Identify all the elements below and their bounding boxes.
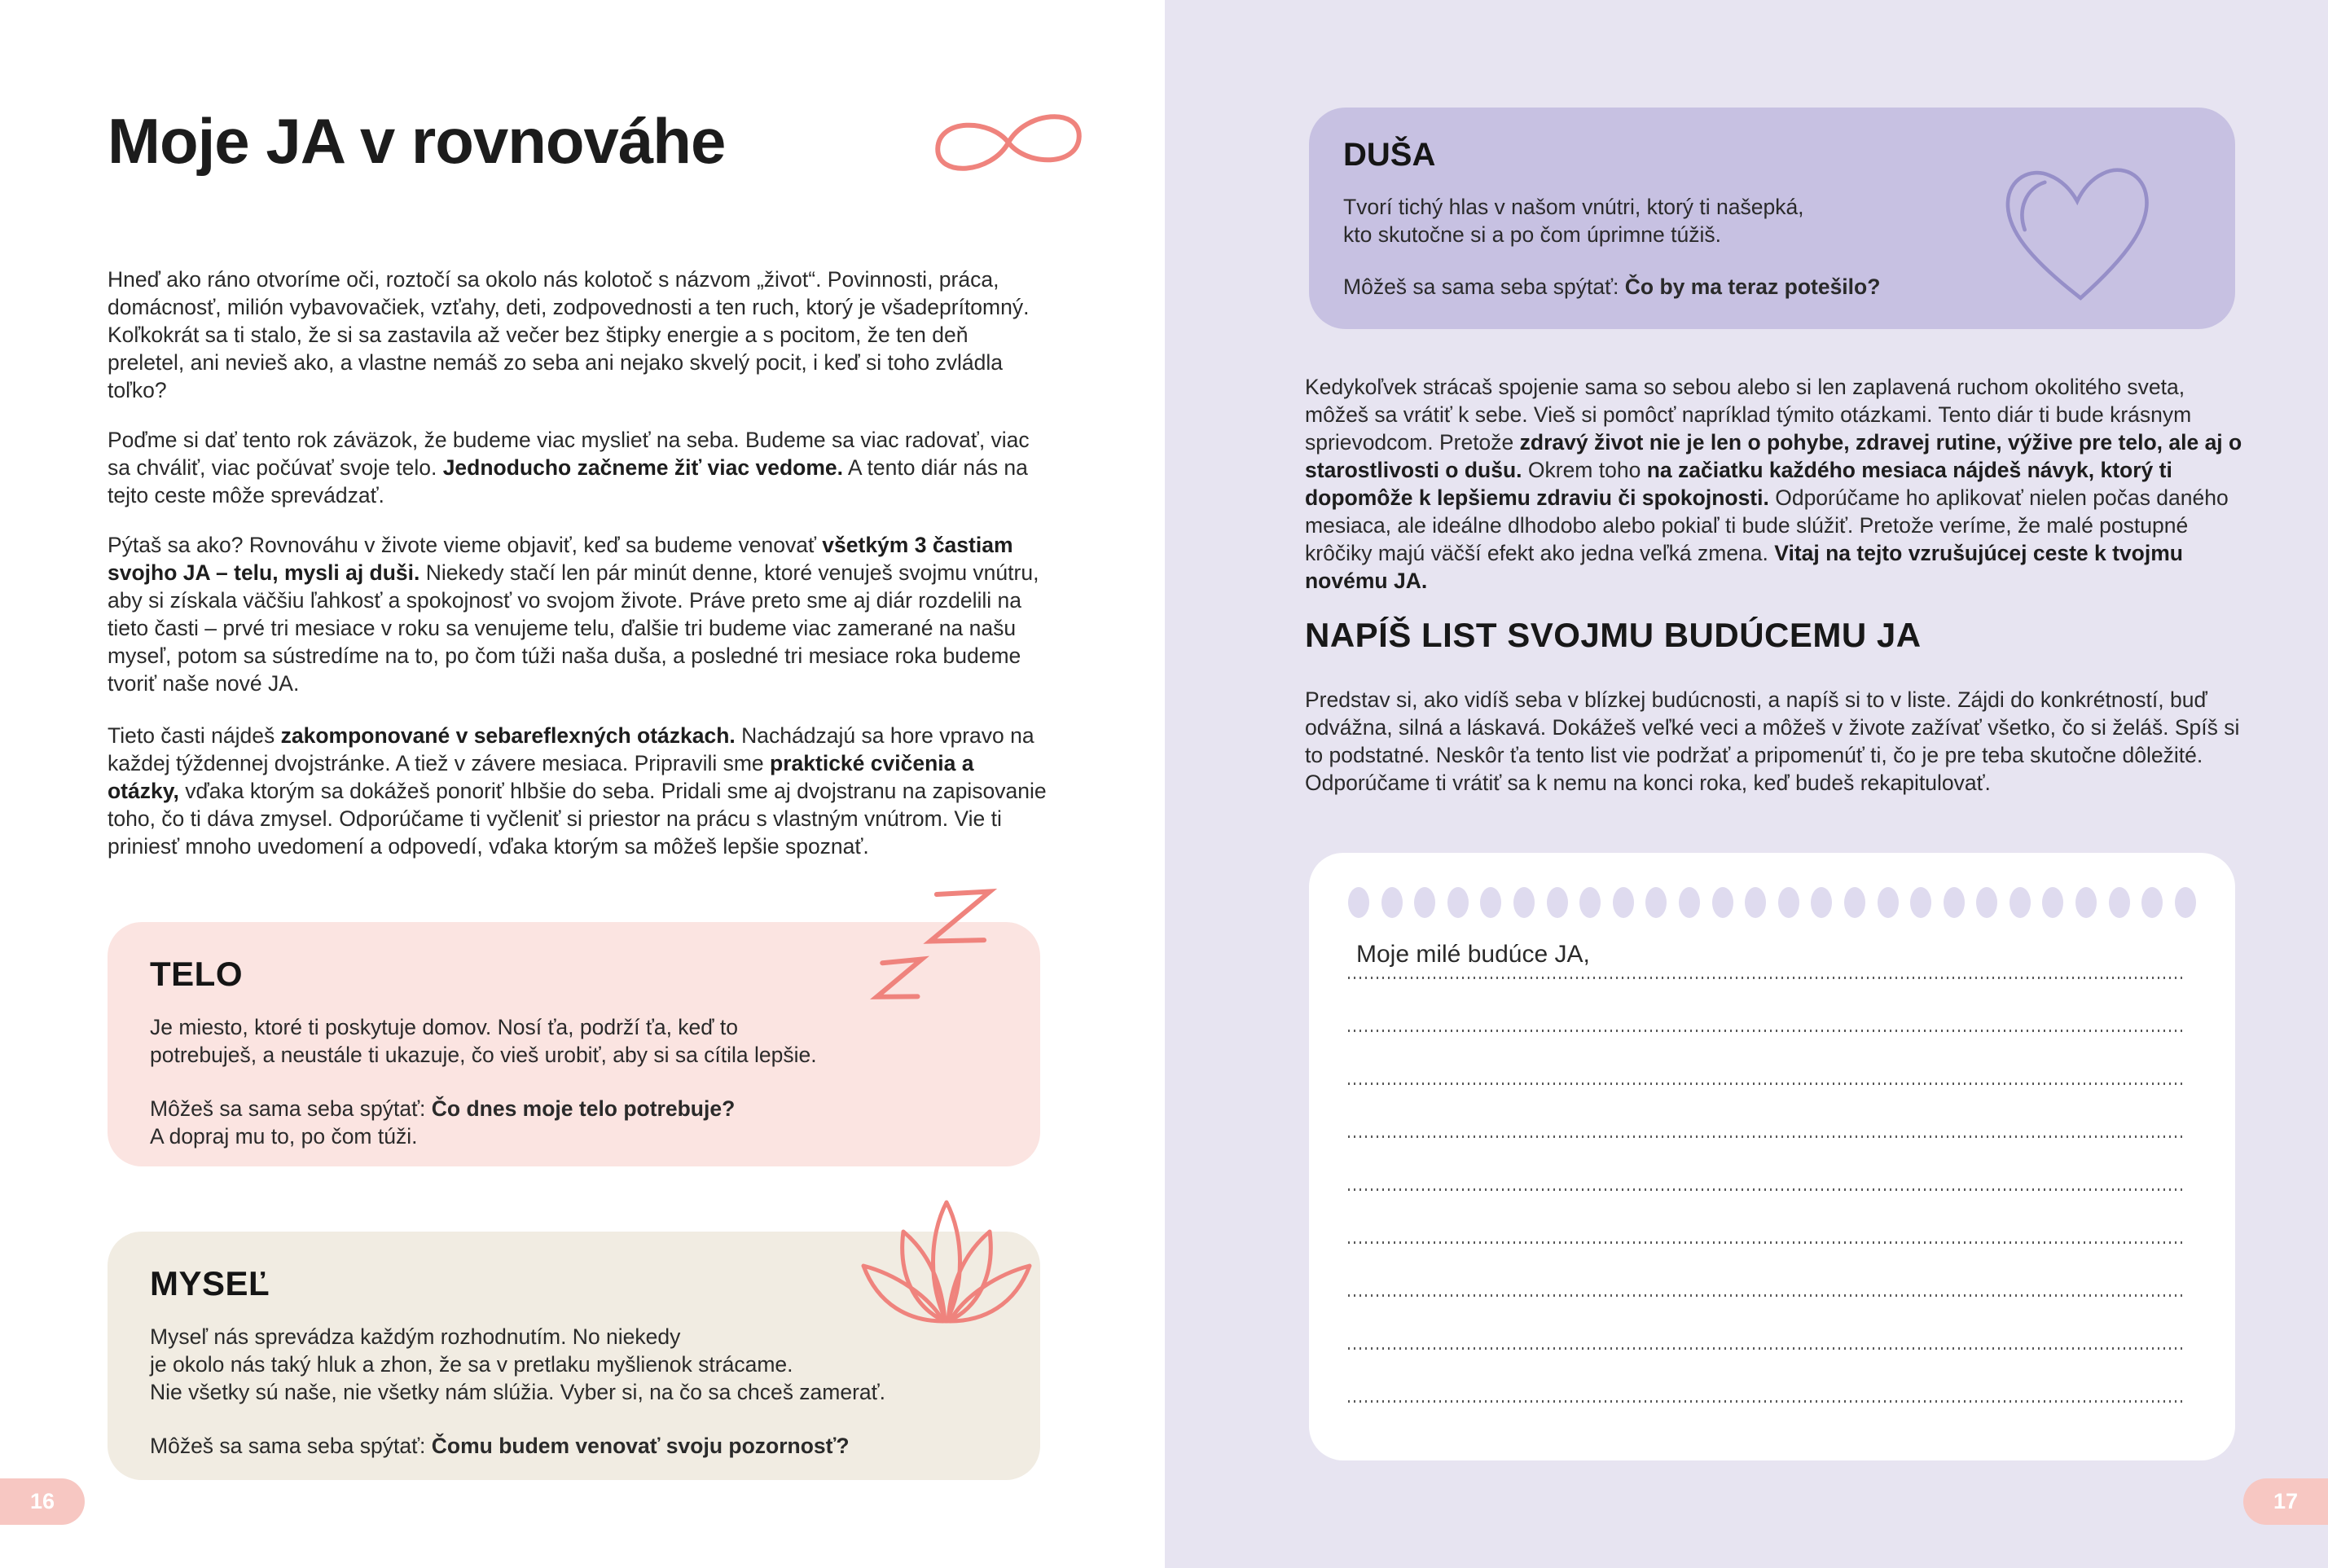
mysel-box-body: Myseľ nás sprevádza každým rozhodnutím. No niekedy je okolo nás taký hluk a zhon, že sa v pretlaku myšlienok strácame. Nie všetky sú naše, nie všetky nám slúžia. Vyber si, na čo sa chceš zamerať. — [150, 1324, 885, 1404]
writing-line — [1348, 1083, 2186, 1085]
binding-dot — [1944, 887, 1965, 918]
dusa-box-title: DUŠA — [1343, 137, 1436, 173]
dusa-box-question: Môžeš sa sama seba spýtať: Čo by ma teraz potešilo? — [1343, 275, 1881, 299]
zzz-icon — [870, 885, 1021, 1019]
page-number-left: 16 — [0, 1478, 85, 1525]
dusa-box-body: Tvorí tichý hlas v našom vnútri, ktorý ti našepká, kto skutočne si a po čom úprimne túžiš. — [1343, 195, 1804, 247]
soul-paragraph: Kedykoľvek strácaš spojenie sama so sebou alebo si len zaplavená ruchom okolitého sveta, môžeš sa vrátiť k sebe. Vieš si pomôcť napríklad týmito otázkami. Tento diár ti bude krásnym sprievodcom. Pretože zdravý život nie je len o pohybe, zdravej rutine, výžive pre telo, ale aj o starostlivosti o dušu. Okrem toho na začiatku každého mesiaca nájdeš návyk, ktorý ti dopomôže k lepšiemu zdraviu či spokojnosti. Odporúčame ho aplikovať nielen počas daného mesiaca, ale ideálne dlhodobo alebo pokiaľ ti bude slúžiť. Pretože veríme, že malé postupné krôčiky majú väčší efekt ako jedna veľká zmena. Vitaj na tejto vzrušujúcej ceste k tvojmu novému JA. — [1305, 375, 2242, 593]
letter-paragraph: Predstav si, ako vidíš seba v blízkej budúcnosti, a napíš si to v liste. Zájdi do konkrétností, buď odvážna, silná a láskavá. Dokážeš veľké veci a môžeš v živote zažívať všetko, čo si želáš. Spíš si to podstatné. Neskôr ťa tento list vie podržať a pripomenúť ti, čo je pre teba skutočne dôležité. Odporúčame ti vrátiť sa k nemu na konci roka, keď budeš rekapitulovať. — [1305, 687, 2240, 795]
binding-dot — [1844, 887, 1865, 918]
binding-dot — [1613, 887, 1634, 918]
binding-dot — [1547, 887, 1568, 918]
binding-dot — [1976, 887, 1997, 918]
binding-dot — [1811, 887, 1832, 918]
binding-dot — [1645, 887, 1667, 918]
binding-dot — [1712, 887, 1733, 918]
binding-dot — [1679, 887, 1700, 918]
heart-icon — [1992, 149, 2165, 318]
intro-paragraph-2: Poďme si dať tento rok záväzok, že budeme viac myslieť na seba. Budeme sa viac radovať, viac sa chváliť, viac počúvať svoje telo. Jednoducho začneme žiť viac vedome. A tento diár nás na tejto ceste môže sprevádzať. — [108, 428, 1030, 507]
writing-line — [1348, 1294, 2186, 1297]
binding-dot — [1745, 887, 1766, 918]
telo-box-body: Je miesto, ktoré ti poskytuje domov. Nosí ťa, podrží ťa, keď to potrebuješ, a neustále ti ukazuje, čo vieš urobiť, aby si sa cítila lepšie. — [150, 1015, 817, 1067]
mysel-box-title: MYSEĽ — [150, 1264, 270, 1302]
telo-box-question: Môžeš sa sama seba spýtať: Čo dnes moje telo potrebuje? A dopraj mu to, po čom túži. — [150, 1096, 736, 1149]
binding-dot — [2042, 887, 2063, 918]
binding-dot — [1579, 887, 1601, 918]
letter-writing-card — [1309, 853, 2235, 1460]
writing-line — [1348, 1400, 2186, 1403]
binding-dot — [2141, 887, 2163, 918]
telo-box-title: TELO — [150, 955, 243, 993]
binding-dot — [1910, 887, 1931, 918]
writing-line — [1348, 1347, 2186, 1350]
page-right — [1165, 0, 2328, 1568]
binding-dot — [1381, 887, 1403, 918]
binding-dot — [1513, 887, 1535, 918]
intro-paragraph-3: Pýtaš sa ako? Rovnováhu v živote vieme objaviť, keď sa budeme venovať všetkým 3 častiam svojho JA – telu, mysli aj duši. Niekedy stačí len pár minút denne, ktoré venuješ svojmu vnútru, aby si získala väčšiu ľahkosť a spokojnosť vo svojom živote. Práve preto sme aj diár rozdelili na tieto časti – prvé tri mesiace v roku sa venujeme telu, ďalšie tri budeme viac zamerané na našu myseľ, potom sa sústredíme na to, po čom túži naša duša, a posledné tri mesiace roka budeme tvoriť naše nové JA. — [108, 533, 1039, 696]
lotus-icon — [857, 1197, 1036, 1328]
binding-dot — [1348, 887, 1369, 918]
infinity-icon — [905, 72, 1112, 213]
letter-section-heading: NAPÍŠ LIST SVOJMU BUDÚCEMU JA — [1305, 616, 1922, 654]
writing-line — [1348, 1135, 2186, 1138]
dusa-box — [1309, 108, 2235, 329]
intro-paragraph-4: Tieto časti nájdeš zakomponované v sebareflexných otázkach. Nachádzajú sa hore vpravo na každej týždennej dvojstránke. A tiež v závere mesiaca. Pripravili sme praktické cvičenia a otázky, vďaka ktorým sa dokážeš ponoriť hlbšie do seba. Pridali sme aj dvojstranu na zapisovanie toho, čo ti dáva zmysel. Odporúčame ti vyčleniť si priestor na prácu s vlastným vnútrom. Vie ti priniesť mnoho uvedomení a odpovedí, vďaka ktorým sa môžeš lepšie spoznať. — [108, 723, 1047, 859]
binding-dot — [1778, 887, 1799, 918]
binding-dot — [1447, 887, 1469, 918]
letter-salutation: Moje milé budúce JA, — [1356, 941, 1590, 968]
binding-dot — [1878, 887, 1899, 918]
page-title: Moje JA v rovnováhe — [108, 105, 726, 177]
page-number-right: 17 — [2243, 1478, 2328, 1525]
writing-line — [1348, 977, 2186, 979]
writing-line — [1348, 1188, 2186, 1191]
writing-lines — [1348, 977, 2186, 1453]
binding-dot — [2010, 887, 2031, 918]
binding-dots — [1348, 887, 2196, 918]
binding-dot — [2075, 887, 2097, 918]
intro-paragraph-1: Hneď ako ráno otvoríme oči, roztočí sa okolo nás kolotoč s názvom „život“. Povinnosti, práca, domácnosť, milión vybavovačiek, vzťahy, deti, zodpovednosti a ten ruch, ktorý je všadeprítomný. Koľkokrát sa ti stalo, že si sa zastavila až večer bez štipky energie a s pocitom, že ten deň preletel, ani nevieš ako, a vlastne nemáš zo seba ani nejako skvelý pocit, i keď si toho zvládla toľko? — [108, 267, 1030, 402]
binding-dot — [1480, 887, 1501, 918]
binding-dot — [2109, 887, 2130, 918]
binding-dot — [2175, 887, 2196, 918]
mysel-box-question: Môžeš sa sama seba spýtať: Čomu budem venovať svoju pozornosť? — [150, 1434, 850, 1458]
writing-line — [1348, 1030, 2186, 1032]
writing-line — [1348, 1241, 2186, 1244]
binding-dot — [1414, 887, 1435, 918]
